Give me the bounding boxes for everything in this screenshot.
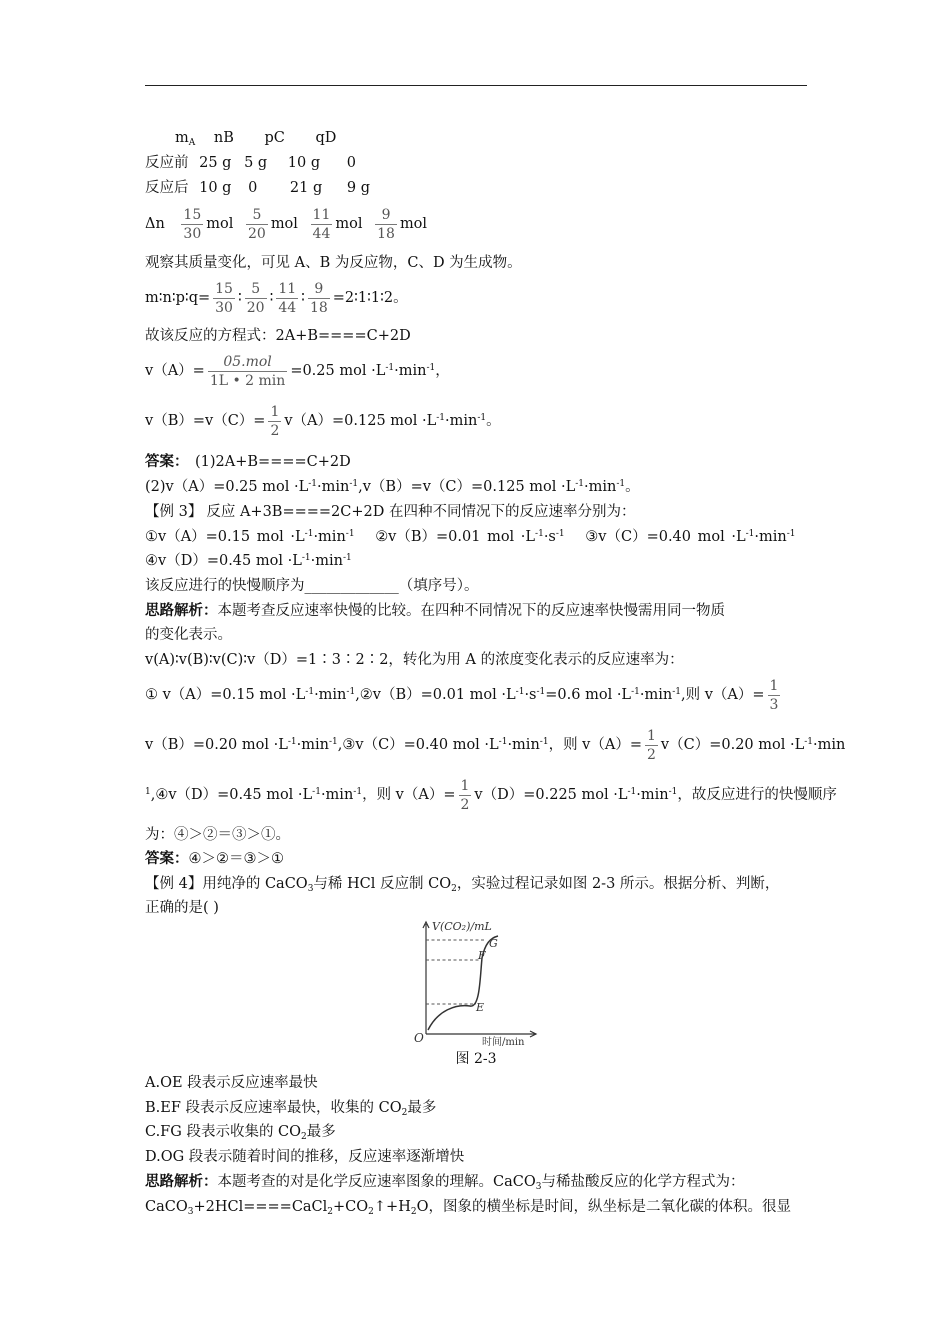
fraction: $\frac{5}{20}$ [247,206,266,242]
option-c: C.FG 段表示收集的 $CO_2$最多 [145,1124,336,1142]
table-row-before: 反应前 25 g 5 g 10 g 0 [145,155,356,171]
fraction: $\frac{9}{18}$ [309,280,328,316]
co2-volume-graph [410,918,550,1048]
fraction: $\frac{1}{2}$ [270,403,280,439]
col-m: m [175,130,189,146]
option-a: A.OE 段表示反应速率最快 [145,1075,318,1091]
fraction: $\frac{1}{3}$ [769,677,779,713]
col-qD: qD [315,130,337,146]
co2-curve [428,936,498,1030]
fraction: $\frac{11}{44}$ [312,206,331,242]
col-pC: pC [264,130,285,146]
option-b: B.EF 段表示反应速率最快，收集的 $CO_2$最多 [145,1100,437,1118]
table-row-dn: Δn $\frac{15}{30}$ mol $\frac{5}{20}$ mol $\frac{11}{44}$ mol $\frac{9}{18}$ mol [145,206,428,242]
option-d: D.OG 段表示随着时间的推移，反应速率逐渐增快 [145,1149,465,1165]
fraction: $\frac{15}{30}$ [183,206,202,242]
figure-caption: 图 2-3 [455,1051,497,1067]
example3-title: 【例 3】 反应 A+3B====2C+2D 在四种不同情况下的反应速率分别为： [145,504,636,520]
fraction: $\frac{1}{2}$ [460,777,470,813]
ratio-line: m∶n∶p∶q= $\frac{15}{30}$ ∶ $\frac{5}{20}$ ∶ $\frac{11}{44}$ ∶ $\frac{9}{18}$ =2∶1∶1∶2。 [145,280,408,316]
analysis4-line2: $CaCO_3+2HCl====CaCl_2+CO_2↑+H_2O$，图象的横坐标是时间，纵坐标是二氧化碳的体积。很显 [145,1199,791,1217]
analysis3-line7: 为：④＞②＝③＞①。 [145,827,290,843]
point-E-label: E [476,1001,485,1014]
analysis3-line5: v（B）=0.20 mol $\cdot L^{-1}\cdot\min^{-1},③v(C)=0.40$ mol $\cdot L^{-1}\cdot\min^{-1}$，则 v（A）= $\frac{1}{2}$ v（C）=0.20 mol $\cdot L^{-1}\cdot\min$ [145,727,846,763]
example4-line1: 【例 4】用纯净的 CaCO$_3$与稀 HCl 反应制 $CO_2$，实验过程记录如图 2-3 所示。根据分析、判断， [145,876,780,894]
table-header: $m_A$ nB pC qD [175,130,337,148]
analysis3-line4: ① v（A）=0.15 mol $\cdot L^{-1}\cdot\min^{-1},②v(B)=0.01$ mol $\cdot L^{-1}\cdot s^{-1}=0.6$ mol $\cdot L^{-1}\cdot\min^{-1}$,则 v（A）= $\frac{1}{3}$ [145,677,779,713]
fraction: $\frac{11}{44}$ [278,280,297,316]
observe-text: 观察其质量变化，可见 A、B 为反应物，C、D 为生成物。 [145,255,522,271]
vA-line: v（A）= 05.mol 1L • 2 min =0.25 mol $\cdot L^{-1}\cdot\min^{-1}$， [145,353,450,389]
analysis3-line2: 的变化表示。 [145,627,232,643]
origin-label: O [414,1031,424,1045]
equation-line: 故该反应的方程式：2A+B====C+2D [145,328,411,344]
answer1-label: 答案： [145,453,189,470]
fraction: $\frac{5}{20}$ [246,280,265,316]
fraction: $\frac{15}{30}$ [215,280,233,316]
example3-question: 该反应进行的快慢顺序为_____________（填序号）。 [145,578,479,594]
example3-condition4: ④v（D）=0.45 mol $\cdot L^{-1}\cdot\min^{-1}$ [145,553,352,569]
analysis3-line3: v(A)∶v(B)∶v(C)∶v（D）=1∶3∶2∶2，转化为用 A 的浓度变化表示的反应速率为： [145,652,684,668]
fraction: $\frac{9}{18}$ [377,206,395,242]
analysis3-line6: $^1$,④v（D）=0.45 mol $\cdot L^{-1}\cdot\min^{-1}$，则 v（A）= $\frac{1}{2}$ v（D）=0.225 mol $\cdot L^{-1}\cdot\min^{-1}$，故反应进行的快慢顺序 [145,777,837,813]
analysis4-line1: 思路解析：本题考查的对是化学反应速率图象的理解。CaCO$_3$与稀盐酸反应的化学方程式为： [145,1173,745,1192]
fraction: $\frac{1}{2}$ [647,727,656,763]
answer1-line2: (2)v（A）=0.25 mol $\cdot L^{-1}\cdot\min^{-1},v(B)=v(C)=0.125$ mol $\cdot L^{-1}\cdot\min^{-1}$。 [145,479,640,495]
analysis3-line1: 思路解析：本题考查反应速率快慢的比较。在四种不同情况下的反应速率快慢需用同一物质 [145,602,725,619]
vB-line: v（B）=v（C）= $\frac{1}{2}$ v（A）=0.125 mol $\cdot L^{-1}\cdot\min^{-1}$。 [145,403,501,439]
col-nB: nB [213,130,234,146]
fraction: 05.mol 1L • 2 min [209,353,286,389]
answer3: 答案：④＞②＝③＞① [145,850,284,867]
top-rule [145,85,807,86]
example3-conditions: ①v（A）=0.15 mol $\cdot L^{-1}\cdot\min^{-1}$ ②v（B）=0.01 mol $\cdot L^{-1}\cdot s^{-1}$ ③v（C）=0.40 mol $\cdot L^{-1}\cdot\min^{-1}$ [145,529,796,545]
point-G-label: G [489,937,498,950]
point-F-label: F [478,949,486,962]
example4-line2: 正确的是( ) [145,900,219,916]
y-axis-label: V(CO₂)/mL [432,920,492,933]
table-row-after: 反应后 10 g 0 21 g 9 g [145,180,370,196]
answer1-line1: (1)2A+B====C+2D [195,454,351,470]
x-axis-label: 时间/min [482,1037,525,1048]
